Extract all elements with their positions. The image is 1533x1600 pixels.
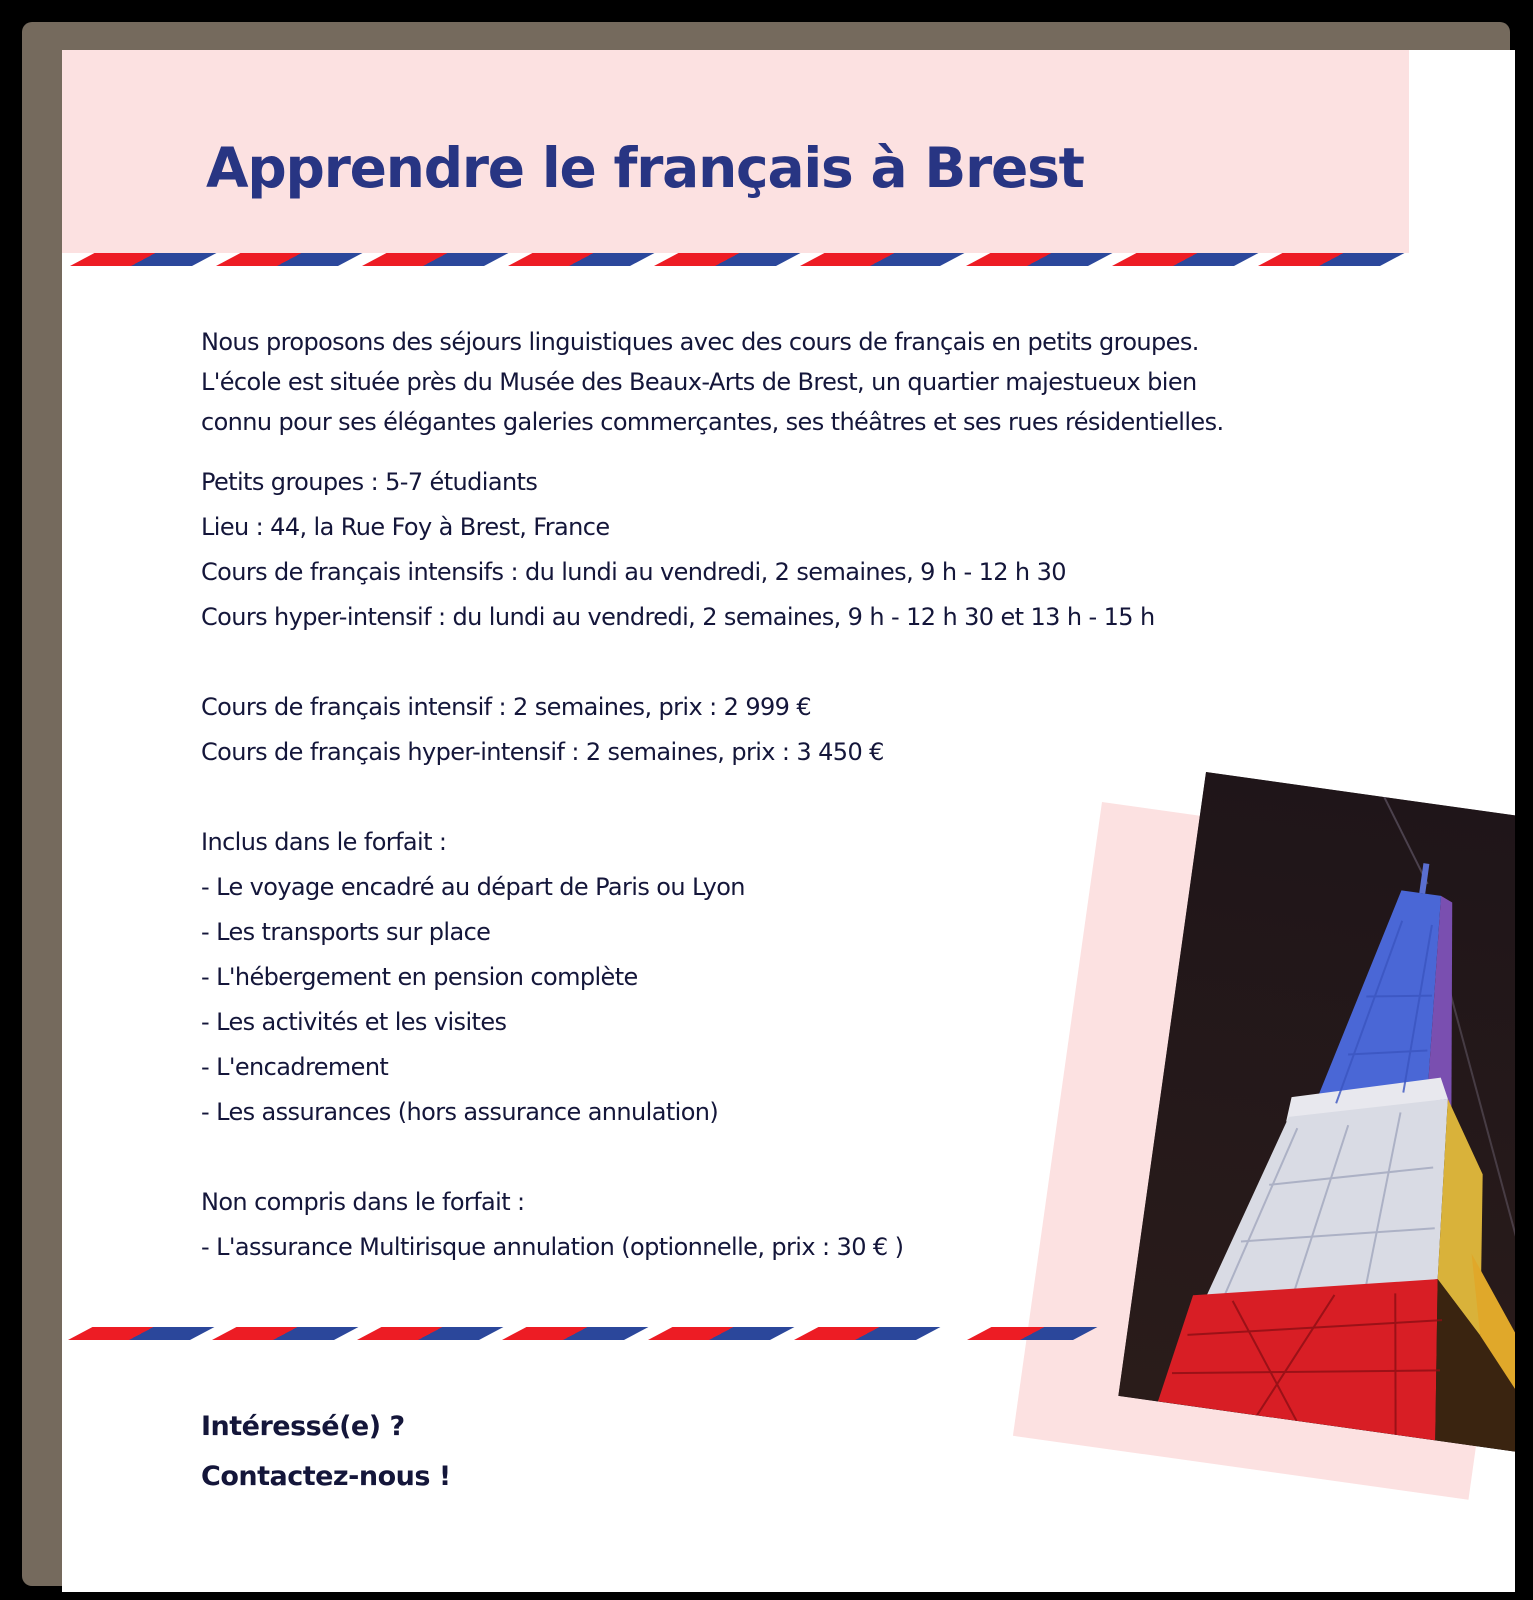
list-item: - Le voyage encadré au départ de Paris ou Lyon: [201, 873, 745, 901]
intensive-schedule: Cours de français intensifs : du lundi au vendredi, 2 semaines, 9 h - 12 h 30: [201, 558, 1066, 586]
included-heading: Inclus dans le forfait :: [201, 828, 447, 856]
excluded-list: [201, 1180, 903, 1270]
price-intensive: Cours de français intensif : 2 semaines, prix : 2 999 €: [201, 693, 812, 721]
call-to-action: [201, 1402, 451, 1502]
intro-line: connu pour ses élégantes galeries commerçantes, ses théâtres et ses rues résidentielles.: [201, 408, 1224, 436]
stripe: [357, 1327, 503, 1340]
group-size: Petits groupes : 5-7 étudiants: [201, 468, 538, 496]
course-details: [201, 460, 1155, 640]
list-item: - L'hébergement en pension complète: [201, 963, 638, 991]
cta-contact: Contactez-nous !: [201, 1461, 451, 1492]
page-title: Apprendre le français à Brest: [206, 136, 1084, 200]
excluded-heading: Non compris dans le forfait :: [201, 1188, 525, 1216]
intro-line: Nous proposons des séjours linguistiques avec des cours de français en petits groupes.: [201, 328, 1199, 356]
page-frame: [22, 22, 1510, 1586]
stripe: [1258, 253, 1404, 266]
flyer-paper: [62, 50, 1515, 1592]
included-list: [201, 820, 745, 1135]
list-item: - Les transports sur place: [201, 918, 491, 946]
stripe: [967, 1327, 1097, 1340]
stripe: [1112, 253, 1258, 266]
stripe: [216, 253, 362, 266]
location: Lieu : 44, la Rue Foy à Brest, France: [201, 513, 610, 541]
stripe: [966, 253, 1112, 266]
cta-question: Intéressé(e) ?: [201, 1411, 405, 1442]
stripe: [648, 1327, 794, 1340]
list-item: - L'assurance Multirisque annulation (optionnelle, prix : 30 € ): [201, 1233, 904, 1261]
stripe: [502, 1327, 648, 1340]
stripe: [212, 1327, 358, 1340]
stripe: [70, 253, 216, 266]
list-item: - Les assurances (hors assurance annulation): [201, 1098, 719, 1126]
list-item: - Les activités et les visites: [201, 1008, 507, 1036]
intro-line: L'école est située près du Musée des Beaux-Arts de Brest, un quartier majestueux bien: [201, 368, 1197, 396]
stripe: [508, 253, 654, 266]
airmail-stripe-divider-bottom: [62, 1327, 1515, 1340]
airmail-stripe-divider-top: [62, 253, 1515, 266]
price-hyper-intensive: Cours de français hyper-intensif : 2 semaines, prix : 3 450 €: [201, 738, 884, 766]
stripe: [68, 1327, 214, 1340]
stripe: [654, 253, 800, 266]
stripe: [794, 1327, 940, 1340]
list-item: - L'encadrement: [201, 1053, 389, 1081]
hyper-intensive-schedule: Cours hyper-intensif : du lundi au vendredi, 2 semaines, 9 h - 12 h 30 et 13 h - 15 h: [201, 603, 1155, 631]
stripe: [800, 253, 964, 266]
intro-paragraph: [201, 322, 1224, 442]
pricing: [201, 685, 884, 775]
stripe: [362, 253, 508, 266]
